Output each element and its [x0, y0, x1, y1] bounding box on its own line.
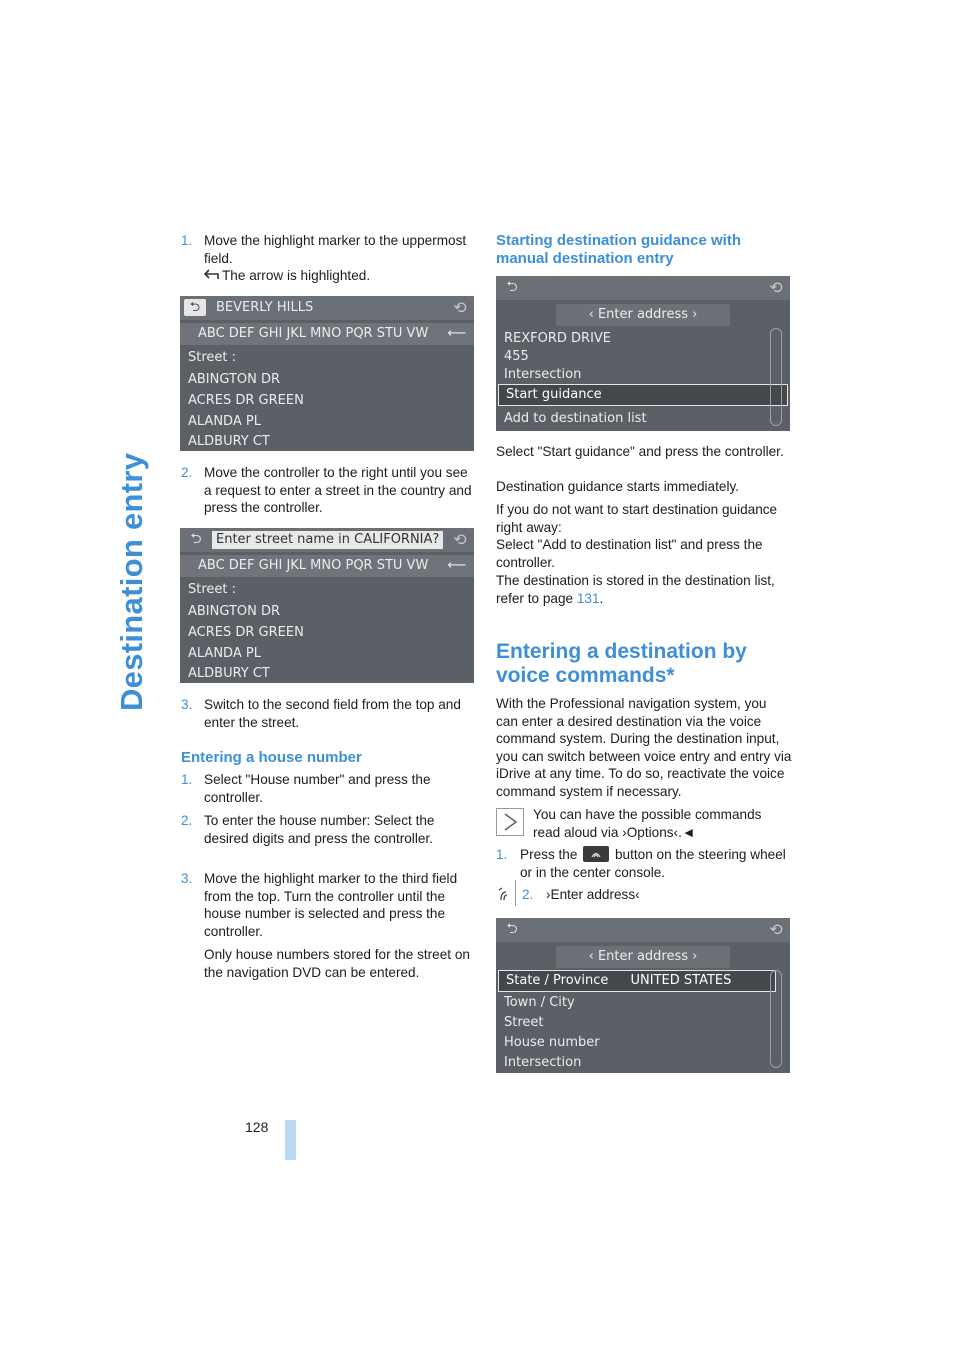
- list-item[interactable]: Town / City: [504, 995, 575, 1010]
- page-link[interactable]: 131: [576, 590, 600, 606]
- back-arrow-icon[interactable]: ⮌: [184, 299, 206, 316]
- list-label: Street :: [188, 350, 237, 365]
- list-item[interactable]: ABINGTON DR: [188, 604, 281, 619]
- delete-arrow-icon[interactable]: ⟵: [447, 558, 466, 573]
- list-item[interactable]: Intersection: [504, 1055, 582, 1070]
- paragraph: Select "Start guidance" and press the controller.: [496, 444, 784, 459]
- alphabet-bar[interactable]: ABC DEF GHI JKL MNO PQR STU VW ⟵: [180, 323, 474, 345]
- back-arrow-icon[interactable]: ⮌: [506, 279, 518, 295]
- idrive-screen-start-guidance: [496, 276, 790, 431]
- voice-command-text: ›Enter address‹: [546, 887, 640, 902]
- idrive-screen-enter-address: [496, 918, 790, 1073]
- voice-command-icon: [496, 886, 514, 904]
- play-icon: [496, 808, 524, 836]
- step-number: 3.: [181, 871, 193, 886]
- options-icon[interactable]: ⟲: [769, 278, 783, 297]
- scrollbar[interactable]: [770, 970, 782, 1068]
- back-arrow-icon[interactable]: ⮌: [506, 921, 518, 937]
- step-number: 1.: [181, 233, 193, 248]
- list-item[interactable]: ALDBURY CT: [188, 666, 270, 681]
- step-note: The arrow is highlighted.: [204, 267, 476, 285]
- delete-arrow-icon[interactable]: ⟵: [447, 326, 466, 341]
- enter-address-bar[interactable]: ‹ Enter address ›: [556, 304, 730, 326]
- step-text: Move the highlight marker to the third field from the top. Turn the controller until the house number is selected and press the controller.: [204, 871, 458, 939]
- list-item[interactable]: ALDBURY CT: [188, 434, 270, 449]
- paragraph: With the Professional navigation system, you can enter a desired destination via the voice command system. During the destination input, you can switch between voice entry and entry via iDrive at any time. To do so, reactivate the voice command system if necessary.: [496, 696, 792, 799]
- voice-button-icon: [583, 846, 609, 862]
- list-item[interactable]: ABINGTON DR: [188, 372, 281, 387]
- alphabet-bar[interactable]: ABC DEF GHI JKL MNO PQR STU VW ⟵: [180, 555, 474, 577]
- step-text: Press the button on the steering wheel or in the center console.: [520, 847, 786, 880]
- paragraph: If you do not want to start destination guidance right away:: [496, 502, 778, 535]
- tip-text: You can have the possible commands read aloud via ›Options‹.◄: [533, 807, 762, 840]
- paragraph: The destination is stored in the destination list, refer to page 131.: [496, 573, 775, 606]
- section-heading: Starting destination guidance with manual destination entry: [496, 232, 742, 267]
- paragraph: Select "Add to destination list" and press the controller.: [496, 537, 763, 570]
- options-icon[interactable]: ⟲: [453, 530, 467, 549]
- list-label: Street :: [188, 582, 237, 597]
- page-number: 128: [245, 1119, 269, 1135]
- screen-title: Enter street name in CALIFORNIA?: [212, 531, 443, 549]
- idrive-screen-street-list: [180, 296, 474, 451]
- step-number: 3.: [181, 697, 193, 712]
- section-heading: Entering a house number: [181, 749, 362, 766]
- screen-title: BEVERLY HILLS: [216, 300, 314, 315]
- step-number: 2.: [181, 465, 193, 480]
- list-item[interactable]: ALANDA PL: [188, 414, 261, 429]
- list-item[interactable]: ACRES DR GREEN: [188, 393, 304, 408]
- chapter-title: Destination entry: [114, 452, 149, 711]
- step-number: 1.: [496, 847, 508, 862]
- paragraph: Destination guidance starts immediately.: [496, 479, 740, 494]
- list-item[interactable]: 455: [504, 349, 529, 364]
- options-icon[interactable]: ⟲: [769, 920, 783, 939]
- note-text: Only house numbers stored for the street on the navigation DVD can be entered.: [204, 947, 470, 980]
- list-item[interactable]: ACRES DR GREEN: [188, 625, 304, 640]
- options-icon[interactable]: ⟲: [453, 298, 467, 317]
- scrollbar[interactable]: [770, 328, 782, 426]
- step-number: 1.: [181, 772, 193, 787]
- step-text: To enter the house number: Select the desired digits and press the controller.: [204, 813, 435, 846]
- divider: [515, 880, 516, 906]
- step-text: Move the highlight marker to the uppermost field.: [204, 233, 467, 266]
- list-item[interactable]: REXFORD DRIVE: [504, 331, 612, 346]
- step-number: 2.: [522, 887, 534, 902]
- section-heading: Entering a destination by voice commands*: [496, 640, 747, 687]
- list-item[interactable]: Add to destination list: [504, 411, 647, 426]
- list-item[interactable]: House number: [504, 1035, 600, 1050]
- back-arrow-icon[interactable]: ⮌: [190, 531, 202, 547]
- idrive-screen-enter-street: [180, 528, 474, 683]
- page-marker-bar: [285, 1120, 296, 1160]
- list-item-selected[interactable]: Start guidance: [498, 384, 788, 406]
- step-text: Select "House number" and press the controller.: [204, 772, 431, 805]
- list-item[interactable]: Intersection: [504, 367, 582, 382]
- list-item-selected[interactable]: State / Province UNITED STATES: [498, 970, 776, 992]
- back-arrow-icon: [204, 267, 222, 285]
- list-item[interactable]: Street: [504, 1015, 544, 1030]
- step-text: Move the controller to the right until you see a request to enter a street in the country and press the controller.: [204, 465, 472, 516]
- list-item[interactable]: ALANDA PL: [188, 646, 261, 661]
- step-number: 2.: [181, 813, 193, 828]
- step-text: Switch to the second field from the top and enter the street.: [204, 697, 461, 730]
- enter-address-bar[interactable]: ‹ Enter address ›: [556, 946, 730, 968]
